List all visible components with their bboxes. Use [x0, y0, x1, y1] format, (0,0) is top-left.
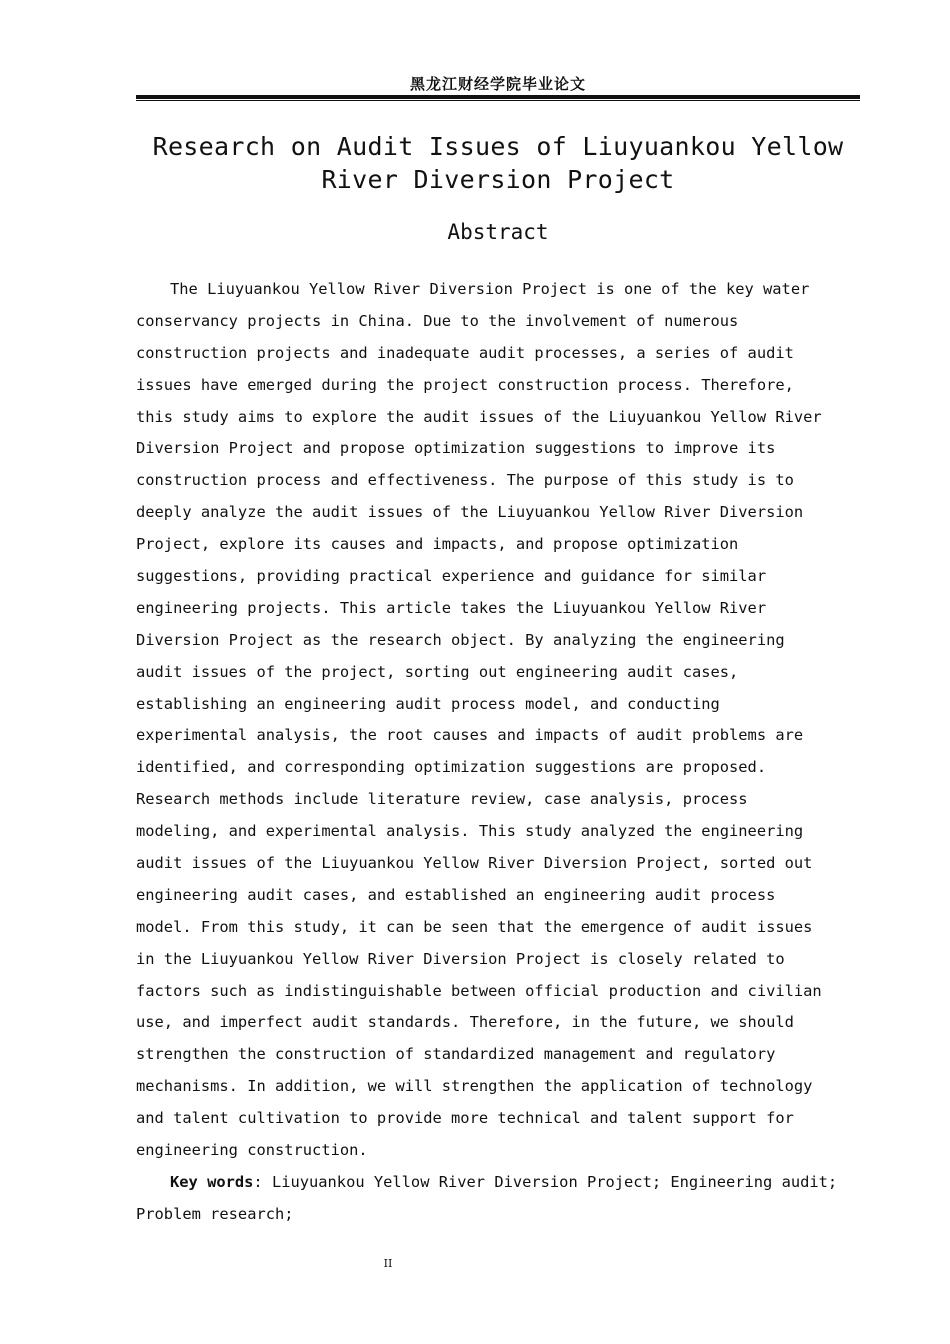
- abstract-line: Project, explore its causes and impacts, and propose optimization: [136, 535, 739, 554]
- abstract-line: engineering construction.: [136, 1141, 368, 1160]
- abstract-line: construction projects and inadequate audit processes, a series of audit: [136, 343, 794, 362]
- keywords-line: [136, 1167, 860, 1199]
- abstract-line: engineering projects. This article takes the Liuyuankou Yellow River: [136, 598, 767, 617]
- abstract-line: this study aims to explore the audit issues of the Liuyuankou Yellow River: [136, 407, 822, 426]
- abstract-line: Diversion Project as the research object. By analyzing the engineering: [136, 630, 785, 649]
- abstract-line: issues have emerged during the project construction process. Therefore,: [136, 375, 794, 394]
- abstract-line: construction process and effectiveness. The purpose of this study is to: [136, 471, 794, 490]
- abstract-line: factors such as indistinguishable between official production and civilian: [136, 981, 822, 1000]
- abstract-line: model. From this study, it can be seen that the emergence of audit issues: [136, 917, 813, 936]
- abstract-heading: Abstract: [447, 220, 549, 244]
- abstract-line: experimental analysis, the root causes and impacts of audit problems are: [136, 726, 804, 745]
- abstract-line: Research methods include literature review, case analysis, process: [136, 790, 748, 809]
- keywords-text: : Liuyuankou Yellow River Diversion Project; Engineering audit;: [253, 1172, 838, 1191]
- abstract-line: and talent cultivation to provide more technical and talent support for: [136, 1109, 794, 1128]
- paper-title: [136, 130, 860, 196]
- abstract-line: deeply analyze the audit issues of the Liuyuankou Yellow River Diversion: [136, 503, 804, 522]
- running-header: 黑龙江财经学院毕业论文: [409, 75, 586, 93]
- abstract-line: modeling, and experimental analysis. This study analyzed the engineering: [136, 822, 804, 841]
- abstract-line: The Liuyuankou Yellow River Diversion Project is one of the key water: [170, 280, 810, 298]
- abstract-line: establishing an engineering audit process model, and conducting: [136, 694, 720, 713]
- abstract-line: use, and imperfect audit standards. Therefore, in the future, we should: [136, 1013, 794, 1032]
- abstract-line: engineering audit cases, and established an engineering audit process: [136, 885, 776, 904]
- abstract-body: [136, 274, 860, 1231]
- abstract-line: audit issues of the project, sorting out engineering audit cases,: [136, 662, 739, 681]
- paper-title-line-1: Research on Audit Issues of Liuyuankou Yellow: [152, 132, 844, 161]
- header-rule: [136, 95, 860, 101]
- paper-title-line-2: River Diversion Project: [321, 165, 675, 194]
- abstract-line: Diversion Project and propose optimization suggestions to improve its: [136, 439, 776, 458]
- header-rule-thin: [136, 100, 860, 101]
- page-number: II: [383, 1257, 393, 1270]
- abstract-line: audit issues of the Liuyuankou Yellow River Diversion Project, sorted out: [136, 854, 813, 873]
- abstract-line: conservancy projects in China. Due to the involvement of numerous: [136, 311, 739, 330]
- abstract-line: strengthen the construction of standardized management and regulatory: [136, 1045, 776, 1064]
- abstract-line: suggestions, providing practical experience and guidance for similar: [136, 567, 767, 586]
- abstract-line: in the Liuyuankou Yellow River Diversion Project is closely related to: [136, 949, 785, 968]
- abstract-line: mechanisms. In addition, we will strengthen the application of technology: [136, 1077, 813, 1096]
- keywords-label: Key words: [170, 1172, 254, 1191]
- abstract-line: identified, and corresponding optimization suggestions are proposed.: [136, 758, 767, 777]
- keywords-line-continued: Problem research;: [136, 1204, 294, 1223]
